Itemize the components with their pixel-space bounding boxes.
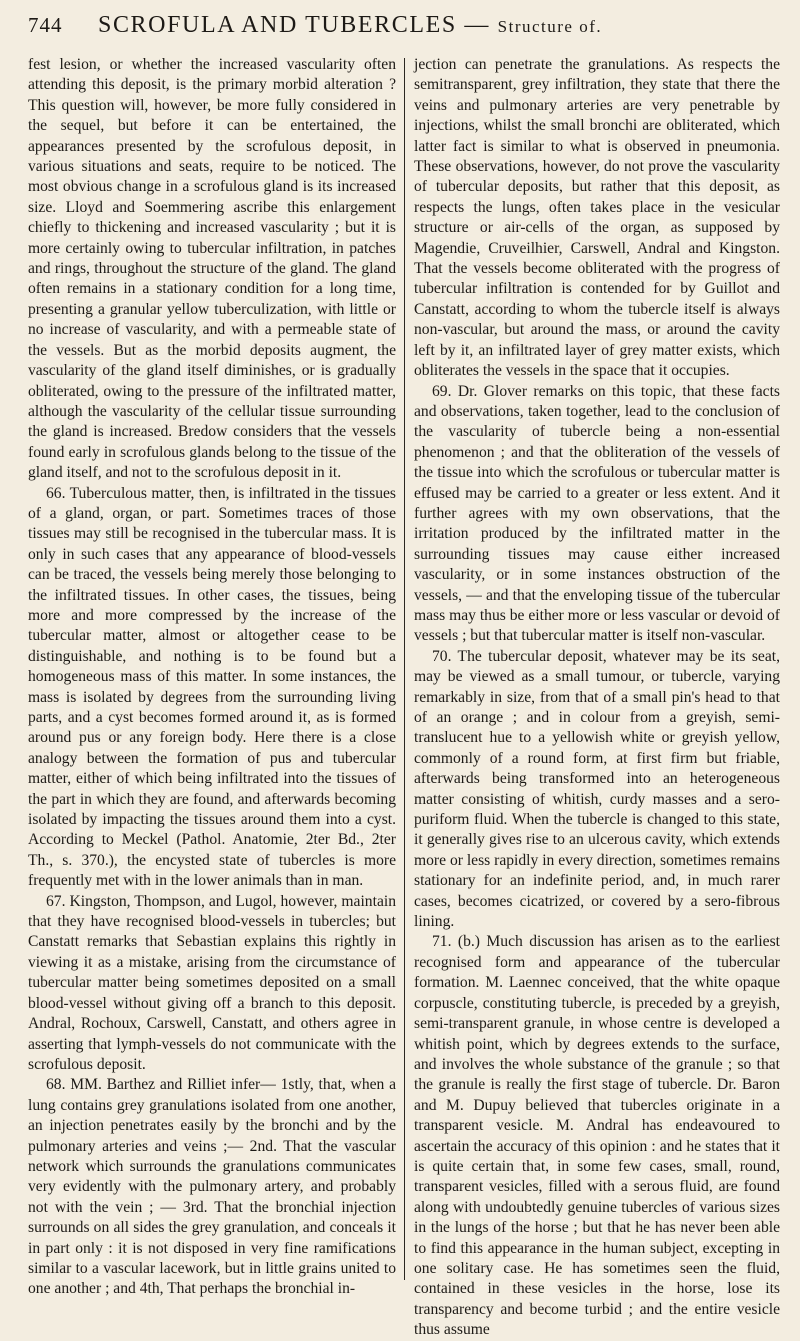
column-divider [404,58,405,1280]
paragraph-69: 69. Dr. Glover remarks on this topic, that these facts and observations, taken together, lead to the conclusion of the vascularity of tubercle being a non-essential phenomenon ; and that the obliteration of the vessels of the tissue into which the scrofulous or tubercular matter is effused may be carried to a greater or less extent. And it further agrees with my own observations, that the irritation produced by the infiltrated matter in the surrounding tissues may cause either increased vascularity, or in some instances obstruction of the vessels, — and that the enveloping tissue of the tubercular mass may thus be either more or less vascular or devoid of vessels ; but that tubercular matter is itself non-vascular. [414,382,780,645]
running-title [98,12,778,39]
paragraph-70: 70. The tubercular deposit, whatever may be its seat, may be viewed as a small tumour, or tubercle, varying remarkably in size, from that of a small pin's head to that of an orange ; and in colour from a greyish, semi-translucent hue to a yellowish white or greyish yellow, commonly of a round form, at first firm but friable, afterwards being transformed into an heterogeneous matter consisting of whitish, curdy masses and a sero-puriform fluid. When the tubercle is changed to this state, it generally gives rise to an ulcerous cavity, which extends more or less rapidly in every direction, sometimes remains stationary for an indefinite period, and, in much rarer cases, becomes cicatrized, or covered by a sero-fibrous lining. [414,647,780,931]
paragraph-71: 71. (b.) Much discussion has arisen as to the earliest recognised form and appearance of the tubercular formation. M. Laennec conceived, that the white opaque corpuscle, constituting tubercle, is preceded by a greyish, semi-transparent granule, in whose centre is developed a whitish point, which by degrees extends to the surface, and involves the whole substance of the granule ; so that the granule is really the first stage of tubercle. Dr. Baron and M. Dupuy believed that tubercles originate in a transparent vesicle. M. Andral has endeavoured to ascertain the accuracy of this opinion : and he states that it is quite certain that, in some few cases, small, round, transparent vesicles, filled with a serous fluid, are found along with undoubtedly genuine tubercles of various sizes in the lungs of the horse ; but that he has never been able to find this appearance in the human subject, excepting in one solitary case. He has sometimes seen the fluid, contained in these vesicles in the horse, lose its transparency and become turbid ; and the entire vesicle thus assume [414,933,780,1339]
running-title-subtitle: Structure of. [497,17,603,36]
running-title-main: SCROFULA AND TUBERCLES — [98,12,491,38]
page-number: 744 [28,13,63,37]
running-header [28,12,778,46]
right-column [414,55,780,1339]
left-column [28,55,396,1298]
paragraph-67: 67. Kingston, Thompson, and Lugol, however, maintain that they have recognised blood-vessels in tubercles; but Canstatt remarks that Sebastian explains this rightly in viewing it as a mistake, arising from the circumstance of tubercular matter being sometimes deposited on a small blood-vessel without giving off a branch to this deposit. Andral, Rochoux, Carswell, Canstatt, and others agree in asserting that lymph-vessels do not communicate with the scrofulous deposit. [28,892,396,1073]
paragraph-66: 66. Tuberculous matter, then, is infiltrated in the tissues of a gland, organ, or part. Sometimes traces of those tissues may still be recognised in the tubercular mass. It is only in such cases that any appearance of blood-vessels can be traced, the vessels being merely those belonging to the infiltrated tissues. In other cases, the tissues, being more and more compressed by the increase of the tubercular matter, almost or altogether cease to be distinguishable, and nothing is to be found but a homogeneous mass of this matter. In some instances, the mass is isolated by degrees from the surrounding living parts, and a cyst becomes formed around it, as is formed around pus or any foreign body. Here there is a close analogy between the formation of pus and tubercular matter, either of which being infiltrated into the tissues of the part in which they are found, and afterwards becoming isolated by impacting the tissues around them into a cyst. According to Meckel (Pathol. Anatomie, 2ter Bd., 2ter Th., s. 370.), the encysted state of tubercles is more frequently met with in the lower animals than in man. [28,484,396,890]
paragraph: fest lesion, or whether the increased vascularity often attending this deposit, is the primary morbid alteration ? This question will, however, be more fully considered in the sequel, but before it can be entertained, the appearances presented by the scrofulous deposit, in various situations and seats, require to be noticed. The most obvious change in a scrofulous gland is its increased size. Lloyd and Soemmering ascribe this enlargement chiefly to thickening and increased vascularity ; but it is more certainly owing to tubercular infiltration, in patches and rings, throughout the structure of the gland. The gland often remains in a stationary condition for a long time, presenting a granular yellow tuberculization, with little or no increase of vascularity, and with a permeable state of the vessels. But as the morbid deposits augment, the vascularity of the gland itself diminishes, or is gradually obliterated, owing to the pressure of the infiltrated matter, although the vascularity of the cellular tissue surrounding the gland is increased. Bredow considers that the vessels found early in scrofulous glands belong to the tissue of the gland itself, and not to the scrofulous deposit in it. [28,56,396,482]
paragraph-68: 68. MM. Barthez and Rilliet infer— 1stly, that, when a lung contains grey granulations isolated from one another, an injection penetrates easily by the bronchi and by the pulmonary arteries and veins ;— 2nd. That the vascular network which surrounds the granulations communicates very evidently with the pulmonary artery, and probably not with the vein ; — 3rd. That the bronchial injection surrounds on all sides the grey granulation, and conceals it in part only : it is not disposed in very fine ramifications similar to a vascular lacework, but in little grains united to one another ; and 4th, That perhaps the bronchial in- [28,1076,396,1298]
paragraph: jection can penetrate the granulations. As respects the semitransparent, grey infiltration, they state that there the veins and pulmonary arteries are very penetrable by injections, whilst the small bronchi are obliterated, which latter fact is similar to what is observed in pneumonia. These observations, however, do not prove the vascularity of tubercular deposits, but rather that this deposit, as respects the lungs, often takes place in the vesicular structure or air-cells of the organ, as supposed by Magendie, Cruveilhier, Carswell, Andral and Kingston. That the vessels become obliterated with the progress of tubercular infiltration is contended for by Guillot and Canstatt, according to whom the tubercle itself is always non-vascular, but around the mass, or around the cavity left by it, an infiltrated layer of grey matter exists, which obliterates the vessels in the space that it occupies. [414,56,780,380]
